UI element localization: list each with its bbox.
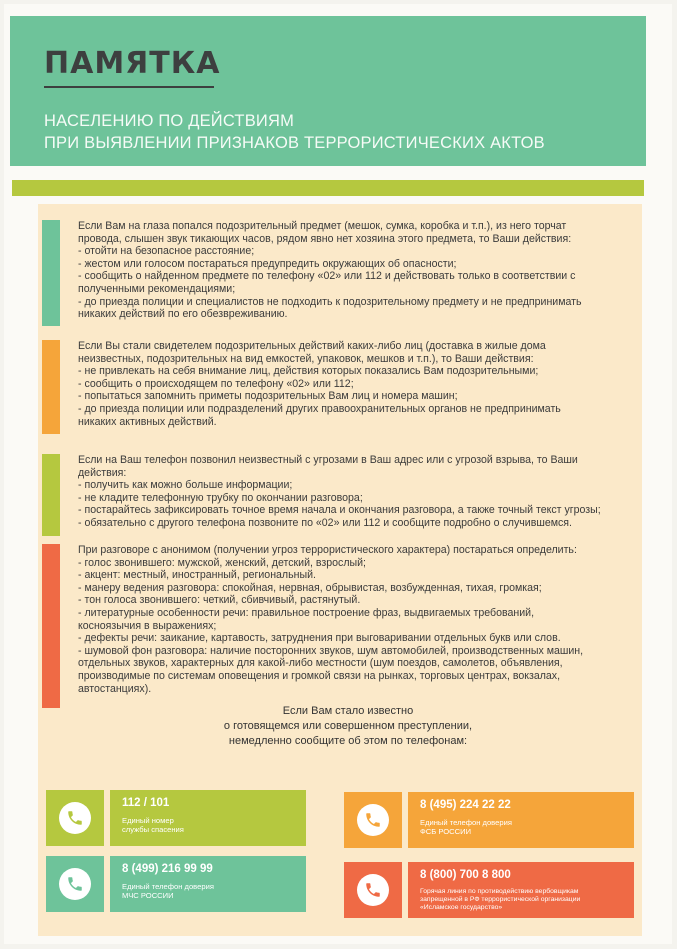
text-line: - литературные особенности речи: правильное построение фраз, выдвигаемых требований,: [78, 606, 535, 619]
contact-description: [420, 818, 512, 836]
text-line: - постарайтесь зафиксировать точное время начала и окончания разговора, а также точный текст угрозы;: [78, 504, 601, 517]
instructions-panel: [38, 204, 642, 936]
subtitle-line: ПРИ ВЫЯВЛЕНИИ ПРИЗНАКОВ ТЕРРОРИСТИЧЕСКИХ АКТОВ: [44, 134, 545, 152]
text-line: Если на Ваш телефон позвонил неизвестный с угрозами в Ваш адрес или с угрозой взрыва, то Ваши: [78, 454, 578, 466]
text-line: производимые по системам оповещения и громкой связи на рынках, торговых центрах, вокзалах,: [78, 669, 561, 682]
contact-number[interactable]: 8 (499) 216 99 99: [122, 863, 213, 875]
phone-icon-tile: [344, 792, 402, 848]
report-note: [158, 704, 538, 749]
text-line: Если Вы стали свидетелем подозрительных действий каких-либо лиц (доставка в жилые дома: [78, 340, 546, 352]
desc-line: Единый номер: [122, 816, 174, 825]
contact-box: [110, 856, 306, 912]
block-color-bar: [42, 220, 60, 326]
text-line: - обязательно с другого телефона позвоните по «02» или 112 и сообщите подробно о случившемся.: [78, 516, 572, 529]
desc-line: «Исламское государство»: [420, 904, 503, 911]
contact-number[interactable]: 8 (800) 700 8 800: [420, 869, 511, 881]
phone-icon-tile: [46, 856, 104, 912]
contact-box: [408, 792, 634, 848]
contact-description: [122, 816, 184, 834]
block-text: [78, 544, 638, 695]
text-line: автостанциях).: [78, 682, 152, 695]
contact-box: [110, 790, 306, 846]
text-line: Если Вам на глаза попался подозрительный предмет (мешок, сумка, коробка и т.п.), из него торчат: [78, 220, 567, 232]
contact-description: [420, 888, 580, 912]
phone-icon-tile: [344, 862, 402, 918]
contact-card-hotline: [344, 862, 636, 918]
phone-icon: [364, 811, 382, 829]
header-banner: [10, 16, 646, 166]
contact-number[interactable]: 8 (495) 224 22 22: [420, 799, 511, 811]
text-line: - жестом или голосом постараться предупредить окружающих об опасности;: [78, 257, 457, 270]
text-line: - шумовой фон разговора: наличие посторонних звуков, шум автомобилей, производственных машин,: [78, 644, 584, 657]
leaflet-sheet: [4, 4, 672, 944]
block-color-bar: [42, 340, 60, 434]
text-line: действия:: [78, 466, 127, 479]
text-line: неизвестных, подозрительных на вид емкостей, упаковок, мешков и т.п.), то Ваши действия:: [78, 352, 534, 365]
desc-line: службы спасения: [122, 825, 184, 834]
note-line: немедленно сообщите об этом по телефонам:: [228, 735, 468, 747]
divider-stripe: [12, 180, 644, 196]
text-line: - получить как можно больше информации;: [78, 479, 293, 492]
text-line: отдельных звуков, характерных для какой-либо местности (шум поездов, самолетов, объявления,: [78, 657, 563, 670]
text-line: - дефекты речи: заикание, картавость, затруднения при выговаривании отдельных букв или слов.: [78, 632, 561, 645]
text-line: провода, слышен звук тикающих часов, рядом явно нет хозяина этого предмета, то Ваши действия:: [78, 232, 572, 245]
note-line: о готовящемся или совершенном преступлении,: [223, 720, 473, 732]
text-line: никаких действий по его обезвреживанию.: [78, 308, 288, 321]
title-underline: [44, 86, 214, 88]
text-line: косноязычия в выражениях;: [78, 619, 217, 632]
phone-icon: [66, 875, 84, 893]
phone-icon-tile: [46, 790, 104, 846]
subtitle-line: НАСЕЛЕНИЮ ПО ДЕЙСТВИЯМ: [44, 112, 295, 130]
phone-icon: [364, 881, 382, 899]
page-subtitle: [44, 110, 644, 154]
text-line: - до приезда полиции или подразделений других правоохранительных органов не предпринимать: [78, 402, 561, 415]
contact-card-emergency: [46, 856, 308, 912]
text-line: никаких активных действий.: [78, 415, 217, 428]
block-text: [78, 340, 638, 428]
contact-description: [122, 882, 214, 900]
desc-line: запрещенной в РФ террористической организации: [420, 896, 581, 903]
contact-number[interactable]: 112 / 101: [122, 797, 170, 809]
desc-line: ФСБ РОССИИ: [420, 827, 472, 836]
phone-icon: [66, 809, 84, 827]
text-line: - акцент: местный, иностранный, региональный.: [78, 569, 316, 582]
note-line: Если Вам стало известно: [282, 705, 414, 717]
block-color-bar: [42, 454, 60, 536]
block-text: [78, 454, 638, 530]
text-line: - попытаться запомнить приметы подозрительных Вам лиц и номера машин;: [78, 390, 458, 403]
text-line: - сообщить о найденном предмете по телефону «02» или 112 и действовать только в соответствии с: [78, 270, 576, 283]
text-line: - отойти на безопасное расстояние;: [78, 245, 255, 258]
text-line: - до приезда полиции и специалистов не подходить к подозрительному предмету и не предпринимать: [78, 295, 582, 308]
text-line: - не привлекать на себя внимание лиц, действия которых показались Вам подозрительными;: [78, 365, 539, 378]
text-line: - не кладите телефонную трубку по окончании разговора;: [78, 491, 363, 504]
desc-line: Единый телефон доверия: [420, 818, 512, 827]
block-color-bar: [42, 544, 60, 708]
text-line: полученными рекомендациями;: [78, 282, 236, 295]
text-line: - тон голоса звонившего: четкий, сбивчивый, растянутый.: [78, 594, 361, 607]
desc-line: Единый телефон доверия: [122, 882, 214, 891]
contact-card-fsb: [344, 792, 636, 848]
contact-card-rescue: [46, 790, 308, 846]
desc-line: МЧС РОССИИ: [122, 891, 174, 900]
text-line: При разговоре с анонимом (получении угроз террористического характера) постараться определить:: [78, 544, 577, 556]
text-line: - сообщить о происходящем по телефону «02» или 112;: [78, 377, 354, 390]
text-line: - манеру ведения разговора: спокойная, нервная, обрывистая, возбужденная, тихая, громкая;: [78, 581, 542, 594]
page-title: ПАМЯТКА: [44, 46, 221, 81]
block-text: [78, 220, 638, 321]
text-line: - голос звонившего: мужской, женский, детский, взрослый;: [78, 556, 366, 569]
desc-line: Горячая линия по противодействию вербовщикам: [420, 888, 579, 895]
contact-box: [408, 862, 634, 918]
